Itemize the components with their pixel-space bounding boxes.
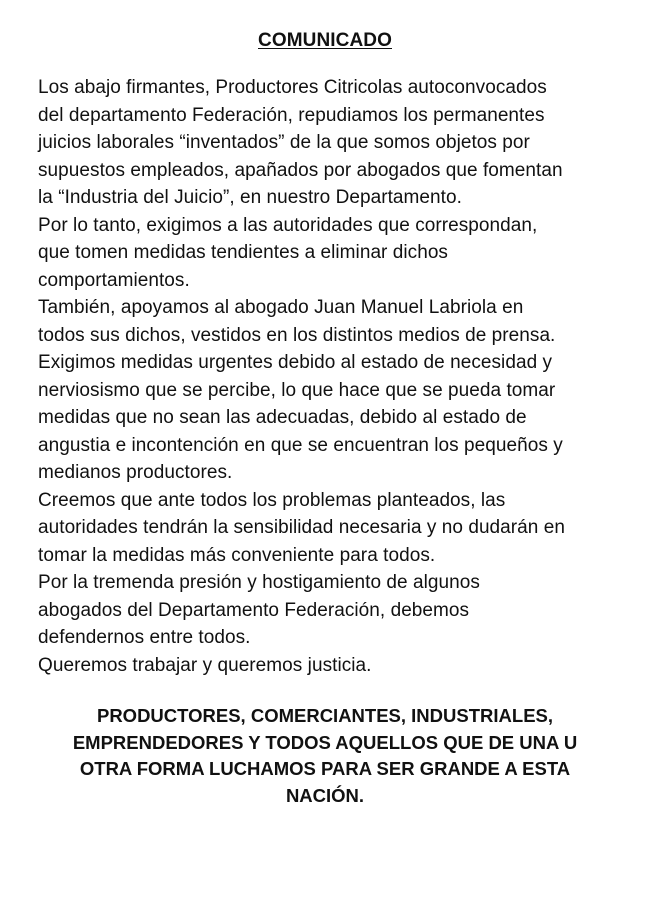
body-line: Exigimos medidas urgentes debido al estado de necesidad y [38, 352, 553, 373]
body-line: También, apoyamos al abogado Juan Manuel Labriola en [38, 297, 524, 318]
body-line: comportamientos. [38, 269, 190, 291]
body-line: medidas que no sean las adecuadas, debido al estado de [38, 407, 527, 428]
closing-line: NACIÓN. [285, 785, 365, 807]
body-line: que tomen medidas tendientes a eliminar dichos [38, 242, 448, 263]
closing-line: OTRA FORMA LUCHAMOS PARA SER GRANDE A ESTA [79, 758, 571, 780]
body-line: Los abajo firmantes, Productores Citricolas autoconvocados [38, 77, 547, 98]
body-line: Queremos trabajar y queremos justicia. [38, 654, 372, 676]
body-line: tomar la medidas más conveniente para todos. [38, 544, 436, 566]
body-line: autoridades tendrán la sensibilidad necesaria y no dudarán en [38, 517, 565, 538]
body-line: del departamento Federación, repudiamos los permanentes [38, 104, 545, 126]
body-line: juicios laborales “inventados” de la que somos objetos por [38, 132, 530, 153]
body-line: Creemos que ante todos los problemas planteados, las [38, 489, 506, 511]
body-line: Por la tremenda presión y hostigamiento de algunos [38, 572, 480, 593]
body-line: nerviosismo que se percibe, lo que hace que se pueda tomar [38, 379, 556, 401]
closing-line: PRODUCTORES, COMERCIANTES, INDUSTRIALES, [96, 705, 554, 726]
body-line: abogados del Departamento Federación, debemos [38, 599, 470, 621]
body-line: angustia e incontención en que se encuentran los pequeños y [38, 434, 563, 456]
body-line: Por lo tanto, exigimos a las autoridades que correspondan, [38, 214, 538, 236]
body-line: supuestos empleados, apañados por abogados que fomentan [38, 159, 563, 181]
closing-statement [40, 703, 610, 810]
document-body [38, 74, 628, 679]
closing-line: EMPRENDEDORES Y TODOS AQUELLOS QUE DE UNA U [72, 731, 578, 753]
body-line: todos sus dichos, vestidos en los distintos medios de prensa. [38, 324, 556, 346]
body-line: la “Industria del Juicio”, en nuestro Departamento. [38, 187, 462, 208]
body-line: defendernos entre todos. [38, 627, 251, 648]
document-title: COMUNICADO [258, 30, 392, 51]
body-line: medianos productores. [38, 462, 233, 483]
